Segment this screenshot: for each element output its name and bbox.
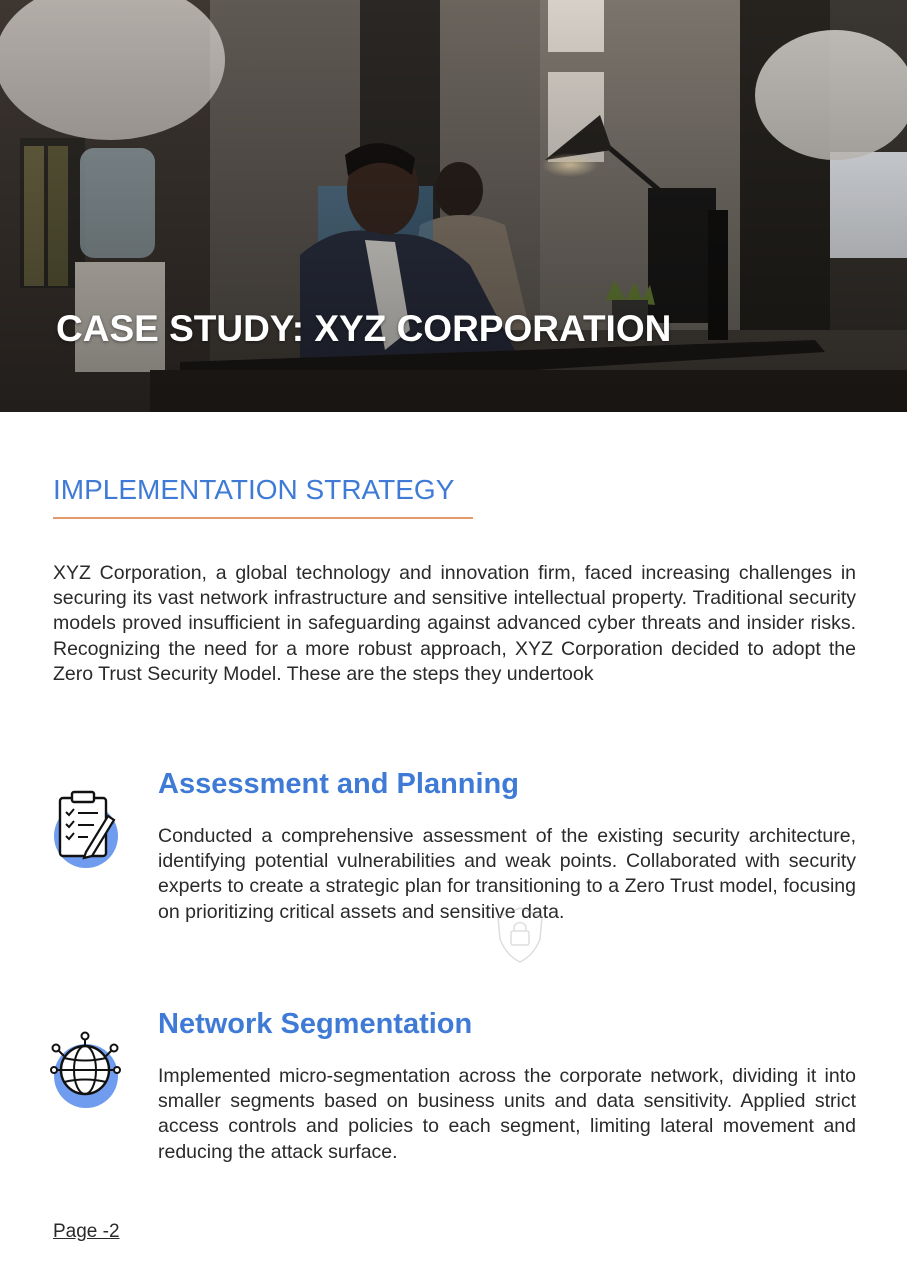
office-night-photo <box>0 0 907 412</box>
page-number: Page -2 <box>53 1221 120 1242</box>
item-title-segmentation: Network Segmentation <box>158 1008 473 1040</box>
intro-paragraph: XYZ Corporation, a global technology and innovation firm, faced increasing challenges in securing its vast network infrastructure and sensitive intellectual property. Traditional security models proved insufficient in safeguarding against advanced cyber threats and insider risks. Recognizing the need for a more robust approach, XYZ Corporation decided to adopt the Zero Trust Security Model. These are the steps they undertook <box>53 562 856 685</box>
hero-banner <box>0 0 907 412</box>
item-text-assessment: Conducted a comprehensive assessment of the existing security architecture, identifying potential vulnerabilities and weak points. Collaborated with security experts to create a strategic plan for transitioning to a Zero Trust model, focusing on prioritizing critical assets and sensitive data. <box>158 825 856 923</box>
shield-lock-watermark-icon <box>494 905 546 965</box>
item-title-assessment: Assessment and Planning <box>158 768 519 800</box>
item-text-segmentation: Implemented micro-segmentation across the corporate network, dividing it into smaller segments based on business units and data sensitivity. Applied strict access controls and policies to each segment, limiting lateral movement and reducing the attack surface. <box>158 1065 856 1163</box>
clipboard-checklist-icon <box>50 790 122 872</box>
heading-underline <box>53 517 473 519</box>
section-heading: IMPLEMENTATION STRATEGY <box>53 474 455 505</box>
globe-network-icon <box>50 1030 122 1112</box>
page-title: CASE STUDY: XYZ CORPORATION <box>56 308 672 349</box>
